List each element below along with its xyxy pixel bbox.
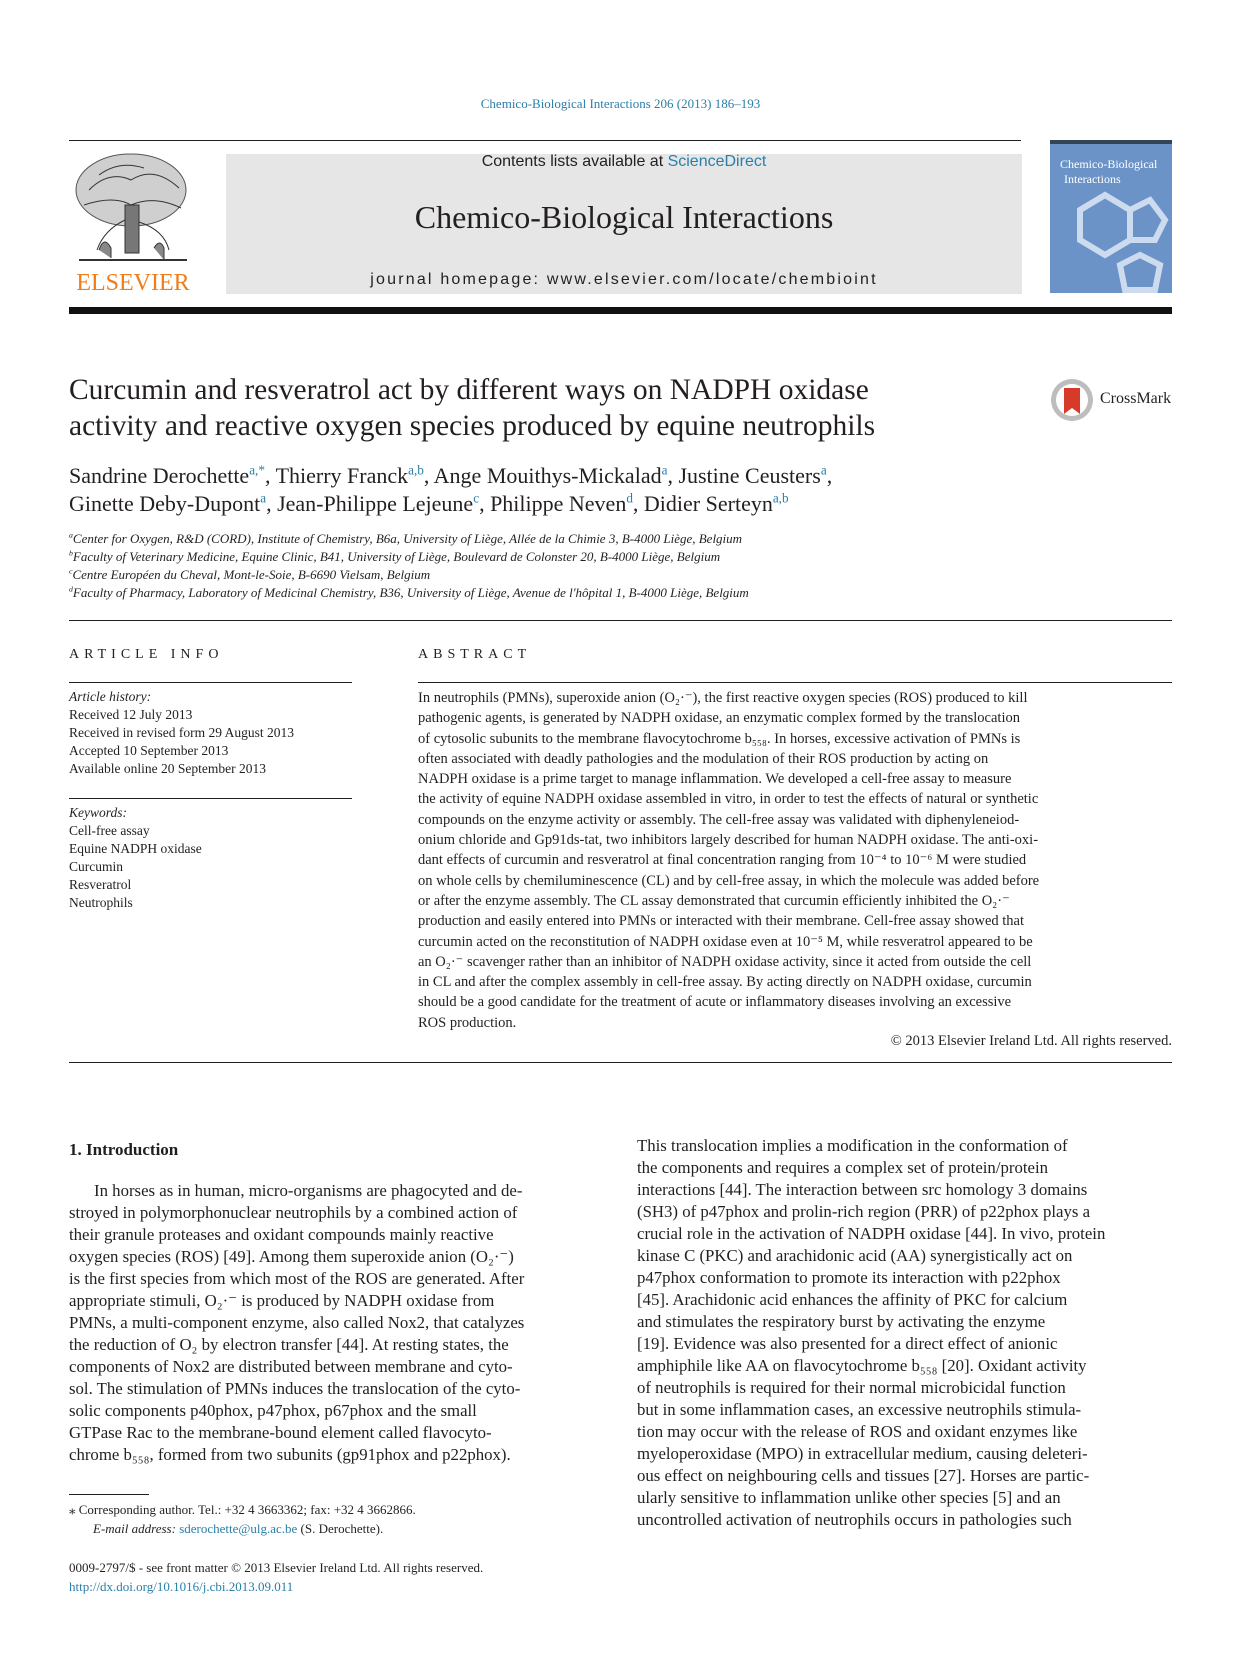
- abstract-line: In neutrophils (PMNs), superoxide anion (O₂·⁻), the first reactive oxygen species (ROS) produced to kill: [418, 690, 1028, 706]
- intro-line: [19]. Evidence was also presented for a direct effect of anionic: [637, 1334, 1058, 1353]
- email-link[interactable]: sderochette@ulg.ac.be: [179, 1521, 298, 1536]
- keyword: Curcumin: [69, 859, 123, 874]
- intro-line: myeloperoxidase (MPO) in extracellular medium, causing deleteri-: [637, 1444, 1088, 1463]
- authors-line-1: Sandrine Derochette$^{a,*}$, Thierry Franck$^{a,b}$, Ange Mouithys-Mickalad$^a$, Justine Ceusters$^a$,: [69, 462, 833, 488]
- abstract-rule: [418, 682, 1172, 683]
- abstract-line: of cytosolic subunits to the membrane flavocytochrome b₅₅₈. In horses, excessive activation of PMNs is: [418, 730, 1021, 747]
- intro-line: but in some inflammation cases, an excessive neutrophils stimula-: [637, 1400, 1082, 1419]
- intro-line: p47phox conformation to promote its interaction with p22phox: [637, 1268, 1061, 1287]
- crossmark-icon: [1050, 378, 1096, 422]
- email-note: E-mail address: sderochette@ulg.ac.be (S. Derochette).: [93, 1521, 384, 1536]
- intro-line: oxygen species (ROS) [49]. Among them superoxide anion (O₂·⁻): [69, 1247, 514, 1266]
- abstract-line: the activity of equine NADPH oxidase assembled in vitro, in order to test the effects of natural or synthetic: [418, 791, 1039, 808]
- keywords-rule: [69, 798, 352, 799]
- affiliation-rule: [69, 620, 1172, 621]
- history-received: Received 12 July 2013: [69, 707, 193, 722]
- abstract-line: production and easily entered into PMNs or interacted with their membrane. Cell-free assay showed that: [418, 913, 1024, 930]
- author-name: Jean-Philippe Lejeune: [277, 491, 474, 516]
- title-line-1: Curcumin and resveratrol act by different ways on NADPH oxidase: [69, 374, 869, 406]
- author-sup[interactable]: c: [473, 490, 480, 506]
- title-line-2: activity and reactive oxygen species produced by equine neutrophils: [69, 410, 876, 442]
- intro-line: is the first species from which most of the ROS are generated. After: [69, 1269, 525, 1288]
- intro-line: stroyed in polymorphonuclear neutrophils by a combined action of: [69, 1203, 518, 1222]
- cover-title-2: Interactions: [1064, 172, 1121, 186]
- abstract-line: pathogenic agents, is generated by NADPH oxidase, an enzymatic complex formed by the translocation: [418, 710, 1020, 727]
- intro-line: kinase C (PKC) and arachidonic acid (AA) synergistically act on: [637, 1246, 1073, 1265]
- cover-title-1: Chemico-Biological: [1060, 157, 1158, 171]
- author-name: Sandrine Derochette: [69, 463, 250, 488]
- history-label: Article history:: [69, 689, 152, 704]
- author-sup[interactable]: a,*: [249, 462, 265, 478]
- article-info-rule: [69, 682, 352, 683]
- article-history: [69, 688, 352, 778]
- footnote-rule: [69, 1494, 149, 1495]
- intro-line: (SH3) of p47phox and prolin-rich region (PRR) of p22phox plays a: [637, 1202, 1091, 1221]
- journal-cover: [1050, 140, 1172, 293]
- keyword: Neutrophils: [69, 895, 133, 910]
- author-sup[interactable]: a: [260, 490, 267, 506]
- intro-line: chrome b₅₅₈, formed from two subunits (gp91phox and p22phox).: [69, 1445, 511, 1464]
- intro-right-column: [637, 1135, 1172, 1531]
- author-name: Justine Ceusters: [678, 463, 821, 488]
- article-info-heading: ARTICLE INFO: [69, 647, 224, 662]
- keywords-label: Keywords:: [69, 805, 127, 820]
- abstract-line: on whole cells by chemiluminescence (CL) and by cell-free assay, in which the molecule was added before: [418, 872, 1040, 889]
- intro-line: ularly sensitive to inflammation unlike other species [5] and an: [637, 1488, 1061, 1507]
- intro-line: crucial role in the activation of NADPH oxidase [44]. In vivo, protein: [637, 1224, 1106, 1243]
- intro-line: In horses as in human, micro-organisms are phagocyted and de-: [94, 1181, 523, 1200]
- history-online: Available online 20 September 2013: [69, 761, 266, 776]
- author-name: Ginette Deby-Dupont: [69, 491, 261, 516]
- abstract-bottom-rule: [69, 1062, 1172, 1063]
- front-matter: [69, 1558, 629, 1596]
- intro-line: GTPase Rac to the membrane-bound element called flavocyto-: [69, 1423, 492, 1442]
- intro-left-column: [69, 1180, 599, 1466]
- intro-line: ous effect on neighbouring cells and tissues [27]. Horses are partic-: [637, 1466, 1090, 1485]
- intro-line: tion may occur with the release of ROS and oxidant enzymes like: [637, 1422, 1078, 1441]
- abstract-line: compounds on the enzyme activity or assembly. The cell-free assay was validated with diphenyleneiod-: [418, 811, 1020, 828]
- author-sup[interactable]: a,b: [408, 462, 424, 478]
- abstract-line: dant effects of curcumin and resveratrol at final concentration ranging from 10⁻⁴ to 10⁻⁶ M were studied: [418, 852, 1027, 869]
- keyword: Equine NADPH oxidase: [69, 841, 202, 856]
- journal-banner: [226, 154, 1022, 294]
- intro-line: of neutrophils is required for their normal microbicidal function: [637, 1378, 1066, 1397]
- intro-line: and stimulates the respiratory burst by activating the enzyme: [637, 1312, 1046, 1331]
- history-accepted: Accepted 10 September 2013: [69, 743, 229, 758]
- intro-line: appropriate stimuli, O₂·⁻ is produced by NADPH oxidase from: [69, 1291, 495, 1310]
- intro-line: the components and requires a complex set of protein/protein: [637, 1158, 1049, 1177]
- header-rule: [69, 140, 1021, 141]
- intro-line: PMNs, a multi-component enzyme, also called Nox2, that catalyzes: [69, 1313, 525, 1332]
- author-list: [69, 462, 1119, 518]
- intro-line: This translocation implies a modification in the conformation of: [637, 1136, 1068, 1155]
- elsevier-logo: [69, 150, 197, 298]
- keywords: [69, 804, 352, 912]
- author-name: Philippe Neven: [490, 491, 627, 516]
- affiliation-d: $^d$Faculty of Pharmacy, Laboratory of Medicinal Chemistry, B36, University of Liège, Avenue de l'hôpital 1, B-4000 Liège, Belgium: [69, 584, 749, 600]
- author-name: Didier Serteyn: [643, 491, 773, 516]
- corresponding-author-note: ⁎ Corresponding author. Tel.: +32 4 3663362; fax: +32 4 3662866.: [69, 1502, 416, 1517]
- keyword: Resveratrol: [69, 877, 132, 892]
- intro-line: interactions [44]. The interaction between src homology 3 domains: [637, 1180, 1088, 1199]
- affiliation-c: $^c$Centre Européen du Cheval, Mont-le-Soie, B-6690 Vielsam, Belgium: [69, 566, 431, 582]
- publisher-wordmark: ELSEVIER: [76, 270, 190, 296]
- author-sup[interactable]: d: [626, 490, 633, 506]
- abstract-line: or after the enzyme assembly. The CL assay demonstrated that curcumin efficiently inhibited the O₂·⁻: [418, 892, 1010, 909]
- abstract-line: ROS production.: [418, 1014, 517, 1031]
- crossmark-label: CrossMark: [1100, 390, 1172, 407]
- abstract-line: in CL and after the complex assembly in cell-free assay. By acting directly on NADPH oxidase, curcumin: [418, 974, 1032, 991]
- footnotes: [69, 1500, 609, 1538]
- intro-line: solic components p40phox, p47phox, p67phox and the small: [69, 1401, 477, 1420]
- abstract-body: [418, 688, 1172, 1033]
- journal-homepage[interactable]: journal homepage: www.elsevier.com/locate/chembioint: [370, 271, 878, 288]
- history-revised: Received in revised form 29 August 2013: [69, 725, 294, 740]
- affiliation-a: $^a$Center for Oxygen, R&D (CORD), Institute of Chemistry, B6a, University of Liège, Allée de la Chimie 3, B-4000 Liège, Belgium: [69, 530, 743, 546]
- affiliation-b: $^b$Faculty of Veterinary Medicine, Equine Clinic, B41, University of Liège, Boulevard de Colonster 20, B-4000 Liège, Belgium: [69, 548, 721, 564]
- header-thick-rule: [69, 307, 1172, 314]
- abstract-heading: ABSTRACT: [418, 647, 532, 662]
- abstract-line: should be a good candidate for the treatment of acute or inflammatory diseases involving an excessive: [418, 994, 1012, 1011]
- crossmark-button[interactable]: [1050, 378, 1180, 422]
- journal-name: Chemico-Biological Interactions: [414, 199, 834, 235]
- intro-line: the reduction of O₂ by electron transfer [44]. At resting states, the: [69, 1335, 509, 1354]
- contents-availability: Contents lists available at ScienceDirect: [481, 153, 767, 170]
- intro-line: components of Nox2 are distributed between membrane and cyto-: [69, 1357, 513, 1376]
- author-sup[interactable]: a: [820, 462, 827, 478]
- introduction-heading: 1. Introduction: [69, 1140, 179, 1159]
- intro-line: their granule proteases and oxidant compounds mainly reactive: [69, 1225, 494, 1244]
- doi-link[interactable]: http://dx.doi.org/10.1016/j.cbi.2013.09.011: [69, 1579, 294, 1594]
- intro-line: sol. The stimulation of PMNs induces the translocation of the cyto-: [69, 1379, 521, 1398]
- front-matter-line: 0009-2797/$ - see front matter © 2013 Elsevier Ireland Ltd. All rights reserved.: [69, 1560, 484, 1575]
- intro-line: uncontrolled activation of neutrophils occurs in pathologies such: [637, 1510, 1072, 1529]
- author-name: Thierry Franck: [275, 463, 409, 488]
- abstract-line: often associated with deadly pathologies and the modulation of their ROS production by acting on: [418, 750, 989, 767]
- sciencedirect-link[interactable]: ScienceDirect: [667, 153, 767, 170]
- abstract-line: an O₂·⁻ scavenger rather than an inhibitor of NADPH oxidase activity, since it acted from outside the cell: [418, 953, 1032, 970]
- author-sup[interactable]: a: [661, 462, 668, 478]
- abstract-line: curcumin acted on the reconstitution of NADPH oxidase even at 10⁻⁵ M, while resveratrol appeared to be: [418, 933, 1033, 950]
- author-name: Ange Mouithys-Mickalad: [433, 463, 662, 488]
- journal-reference[interactable]: Chemico-Biological Interactions 206 (2013) 186–193: [480, 96, 761, 111]
- intro-line: amphiphile like AA on flavocytochrome b₅₅₈ [20]. Oxidant activity: [637, 1356, 1087, 1375]
- intro-line: [45]. Arachidonic acid enhances the affinity of PKC for calcium: [637, 1290, 1068, 1309]
- article-title: [69, 372, 989, 444]
- abstract-line: NADPH oxidase is a prime target to manage inflammation. We developed a cell-free assay to measure: [418, 771, 1012, 788]
- authors-line-2: Ginette Deby-Dupont$^a$, Jean-Philippe Lejeune$^c$, Philippe Neven$^d$, Didier Serteyn$^{a,b}$: [69, 490, 789, 516]
- author-sup[interactable]: a,b: [772, 490, 789, 506]
- abstract-line: onium chloride and Gp91ds-tat, two inhibitors largely described for human NADPH oxidase. The anti-oxi-: [418, 832, 1039, 849]
- cover-molecule-icon: [1050, 140, 1172, 293]
- keyword: Cell-free assay: [69, 823, 150, 838]
- abstract-copyright: © 2013 Elsevier Ireland Ltd. All rights reserved.: [890, 1033, 1172, 1049]
- elsevier-tree-icon: [69, 150, 197, 298]
